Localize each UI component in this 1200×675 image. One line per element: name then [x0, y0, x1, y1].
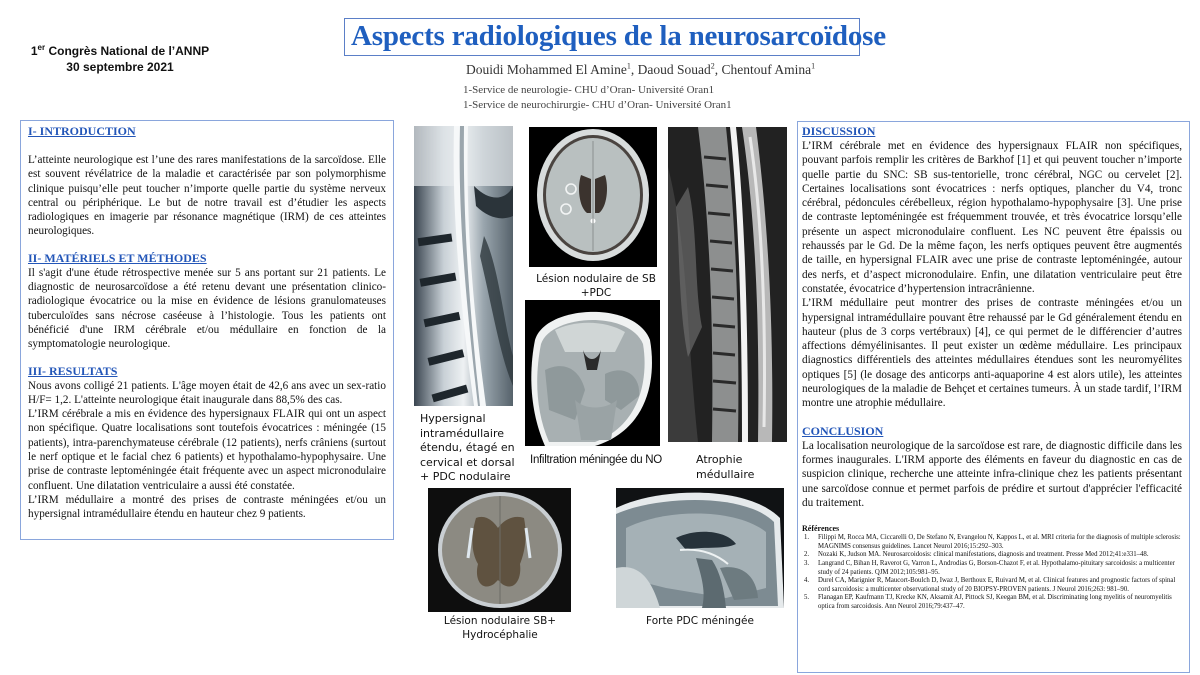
discussion-paragraph: L’IRM cérébrale met en évidence des hypersignaux FLAIR non spécifiques, pouvant parfois remplir les critères de Barkhof [1] et qui peuvent toucher n’importe quelle partie du SNC: SB sus-tentorielle, tronc cérébral, NGC ou cervelet [2]. Certaines localisations sont évocatrices : nerfs optiques, plancher du V4, tronc cérébral, pédoncules cérébelleux, région hypothalamo-hypophysaire [3]. Une prise de contraste leptoméningée est fréquemment trouvée, et très évocatrice lorsqu’elle présente un aspect micronodulaire confluent. Les NC peuvent être épaissis ou rehaussés par le Gd. De la même façon, les nerfs optiques peuvent être augmentés de taille, en hypersignal FLAIR avec une prise de contraste leptoméningée, autour des nerfs, et d’aspect micronodulaire. Enfin, une dilatation ventriculaire peut être constatée, évocatrice d’hypertension intracrânienne.	[802, 140, 1182, 295]
reference-item	[802, 560, 1182, 577]
reference-text: Filippi M, Rocca MA, Ciccarelli O, De Stefano N, Evangelou N, Kappos L, et al. MRI criteria for the diagnosis of multiple sclerosis: MAGNIMS consensus guidelines. Lancet Neurol 2016;15:292–303.	[818, 534, 1181, 550]
figure-caption-atrophy	[696, 452, 776, 482]
results-paragraph: L’IRM cérébrale a mis en évidence des hypersignaux FLAIR qui ont un aspect non spécifique. Quatre localisations sont toutefois évocatrices : méningée (15 patients), intra-parenchymateuse cérébrale (12 patients), nerfs crâniens (surtout le nerf optique et le facial chez 6 patients) et hypothalamo-hypophysaire. Une prise de contraste leptoméningée était fréquente avec un aspect micronodulaire confluent. Une dilatation ventriculaire a aussi été constatée.	[28, 408, 386, 492]
reference-number: 2.	[804, 551, 810, 559]
authors	[466, 61, 815, 78]
figure-caption-spine	[420, 412, 530, 485]
reference-number: 3.	[804, 559, 810, 567]
thoracic-spine-mri-image	[668, 127, 787, 442]
title-box	[344, 18, 886, 56]
congress-info	[20, 40, 220, 75]
affiliation: 1-Service de neurochirurgie- CHU d’Oran- Université Oran1	[463, 99, 732, 111]
sagittal-brain-mri-image	[616, 488, 784, 608]
author: Chentouf Amina$^1$	[721, 61, 816, 77]
reference-item	[802, 534, 1182, 551]
author: Douidi Mohammed El Amine$^1$,	[466, 61, 638, 77]
results-heading: III- RESULTATS	[28, 363, 118, 378]
left-column-box	[20, 120, 394, 540]
introduction-text: L’atteinte neurologique est l’une des rares manifestations de la sarcoïdose. Elle est souvent révélatrice de la maladie et caractérisée par son polymorphisme clinique puisqu’elle peut toucher n’importe quelle partie du système nerveux central ou périphérique. Le but de notre travail est d’étudier les aspects radiologiques en imagerie par résonance magnétique (IRM) de ces atteintes neurologiques.	[28, 154, 386, 238]
reference-number: 4.	[804, 577, 810, 585]
results-paragraph: Nous avons colligé 21 patients. L'âge moyen était de 42,6 ans avec un sex-ratio H/F= 1,2. L'atteinte neurologique était inaugurale dans 88,5% des cas.	[28, 379, 386, 406]
reference-item	[802, 551, 1182, 560]
right-column-box	[797, 121, 1190, 673]
reference-item	[802, 577, 1182, 594]
axial-brain-mri-hydro-image	[428, 488, 571, 612]
affiliation: 1-Service de neurologie- CHU d’Oran- Université Oran1	[463, 84, 715, 96]
poster-title: Aspects radiologiques de la neurosarcoïdose	[351, 20, 886, 52]
congress-name: 1er Congrès National de l’ANNP	[30, 43, 210, 58]
references-heading: Références	[802, 524, 840, 534]
caption-line: Atrophie	[696, 453, 743, 466]
results-paragraph: L’IRM médullaire a montré des prises de contraste méningées et/ou un hypersignal intramédullaire étendu en hauteur chez 9 patients.	[28, 493, 386, 521]
caption-line: médullaire	[696, 468, 755, 481]
reference-item	[802, 594, 1182, 611]
figure-caption: Infiltration méningée du NO	[530, 454, 662, 466]
discussion-heading: DISCUSSION	[802, 124, 876, 138]
reference-text: Flanagan EP, Kaufmann TJ, Krecke KN, Aksamit AJ, Pittock SJ, Keegan BM, et al. Discriminating long myelitis of neuromyelitis optica from sarcoidosis. Ann Neurol 2016;79:437–47.	[818, 594, 1172, 610]
reference-number: 1.	[804, 534, 810, 542]
axial-brain-mri-no-image	[525, 300, 660, 446]
congress-date: 30 septembre 2021	[66, 60, 174, 74]
axial-brain-mri-sb-image	[529, 127, 657, 267]
reference-text: Durel CA, Marignier R, Maucort-Boulch D, Iwaz J, Berthoux E, Ruivard M, et al. Clinical features and prognostic factors of spinal cord sarcoidosis: a multicenter observational study of 20 BIOPSY-PROVEN patients. J Neurol 2016;263: 981–90.	[818, 577, 1176, 593]
author: Daoud Souad$^2$,	[637, 61, 722, 77]
introduction-heading: I- INTRODUCTION	[28, 124, 136, 138]
figure-caption: Lésion nodulaire SB+ Hydrocéphalie	[443, 615, 557, 641]
caption-line: cervical et dorsal	[420, 455, 515, 469]
figure-caption: Forte PDC méningée	[646, 615, 754, 627]
figure-caption: Lésion nodulaire de SB +PDC	[536, 273, 656, 299]
caption-line: Hypersignal	[420, 412, 486, 425]
caption-line: étendu, étagé en	[420, 441, 515, 454]
cervical-spine-mri-image	[414, 126, 513, 406]
methods-heading: II- MATÉRIELS ET MÉTHODES	[28, 250, 207, 265]
conclusion-heading: CONCLUSION	[802, 423, 884, 438]
methods-text: Il s'agit d'une étude rétrospective menée sur 5 ans portant sur 21 patients. Le diagnostic de neurosarcoïdose a été retenu devant une présentation clinico-radiologique évocatrice ou la mise en évidence de lésions granulomateuses tuberculoïdes sans nécrose caséeuse à l’histologie. Tous les patients ont bénéficié d'une IRM cérébrale et/ou médullaire en fonction de la symptomatologie neurologique.	[28, 266, 386, 351]
reference-text: Nozaki K, Judson MA. Neurosarcoidosis: clinical manifestations, diagnosis and treatment. Presse Med 2012;41:e331–48.	[818, 551, 1149, 559]
conclusion-text: La localisation neurologique de la sarcoïdose est rare, de diagnostic difficile dans les formes inaugurales. L'IRM apporte des éléments en faveur du diagnostic en cas de suspicion clinique, recherche une atteinte infra-clinique chez les patients présentant une sarcoïdose connue et permet parfois de prédire et surtout d'apprécier l'efficacité du traitement.	[802, 439, 1182, 509]
discussion-paragraph: L’IRM médullaire peut montrer des prises de contraste méningées et/ou un hypersignal intramédullaire pouvant être rehaussé par le Gd généralement étendu en hauteur (plus de 3 corps vertébraux) [4], ce qui permet de le différencier d’autres affections démyélinisantes. Il peut exister un œdème médullaire. Les principaux diagnostics différentiels des atteintes médullaires étendues sont les neuromyélites optiques [5] (le dosage des anticorps anti-aquaporine 4 est alors utile), les atteintes neurologiques de la maladie de Behçet et certaines tumeurs. À un stade tardif, l’IRM montre une atrophie médullaire.	[802, 297, 1182, 410]
caption-line: intramédullaire	[420, 426, 504, 440]
reference-text: Langrand C, Bihan H, Raverot G, Varron L, Androdias G, Borson-Chazot F, et al. Hypothalamo-pituitary sarcoidosis: a multicenter study of 24 patients. QJM 2012;105:981–95.	[818, 559, 1175, 576]
reference-number: 5.	[804, 594, 810, 602]
caption-line: + PDC nodulaire	[420, 470, 511, 483]
